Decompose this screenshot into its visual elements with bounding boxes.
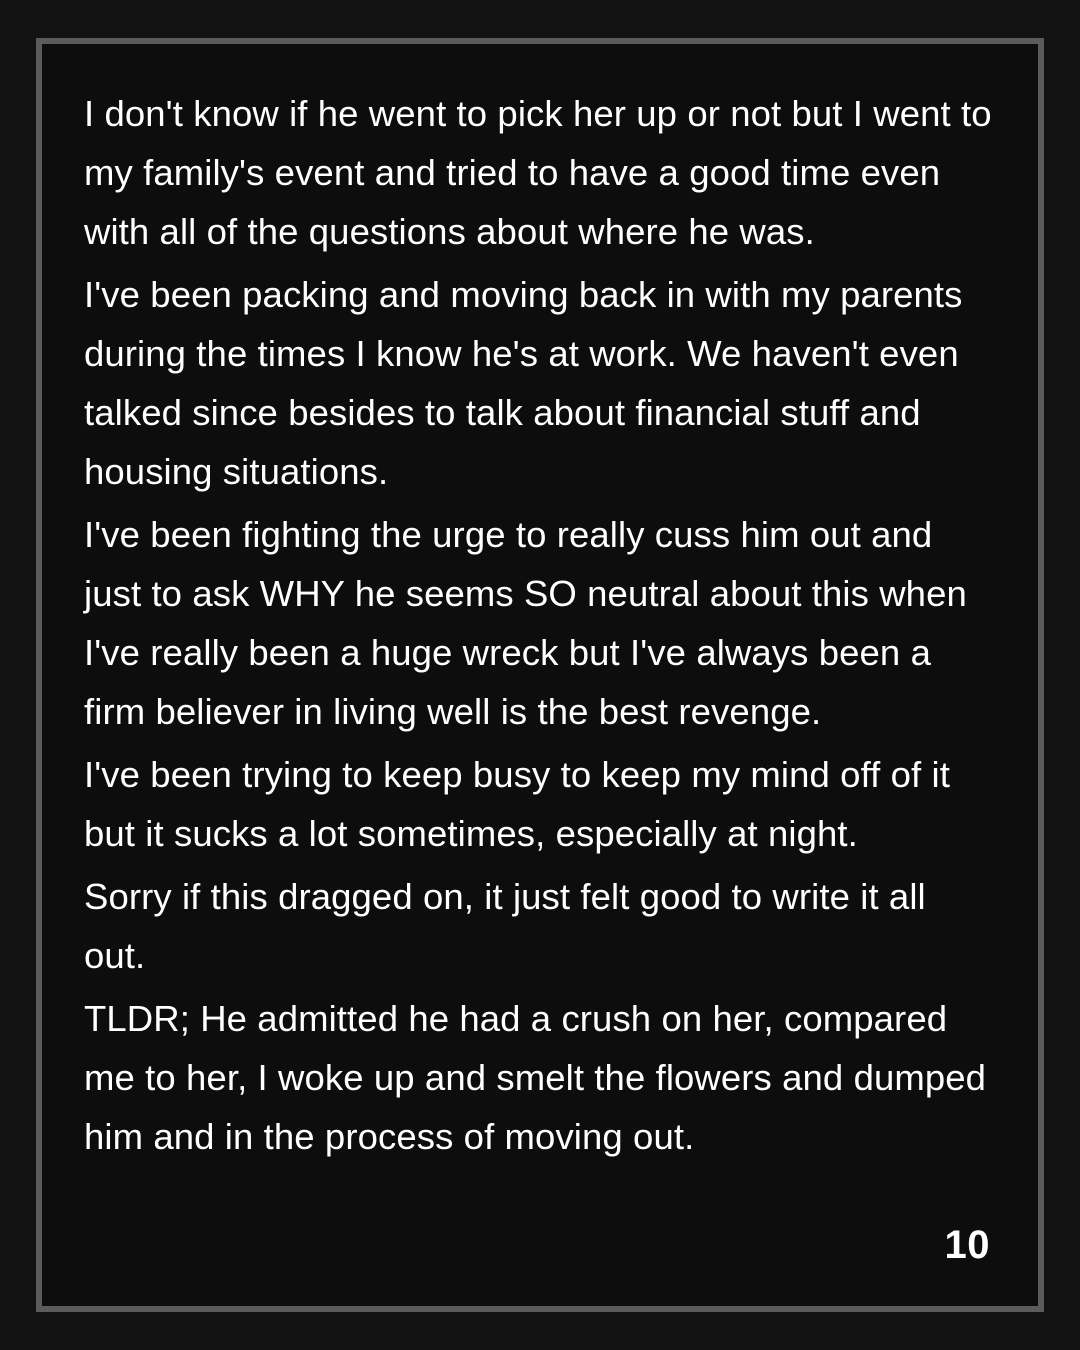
paragraph: Sorry if this dragged on, it just felt good to write it all out. <box>84 876 926 976</box>
card-footer <box>84 1223 996 1276</box>
paragraph: I don't know if he went to pick her up or not but I went to my family's event and tried to have a good time even with all of the questions about where he was. <box>84 93 992 252</box>
paragraph: TLDR; He admitted he had a crush on her, compared me to her, I woke up and smelt the flowers and dumped him and in the process of moving out. <box>84 998 987 1157</box>
paragraph: I've been trying to keep busy to keep my mind off of it but it sucks a lot sometimes, especially at night. <box>84 754 950 854</box>
paragraph: I've been fighting the urge to really cuss him out and just to ask WHY he seems SO neutral about this when I've really been a huge wreck but I've always been a firm believer in living well is the best revenge. <box>84 514 967 732</box>
paragraph: I've been packing and moving back in with my parents during the times I know he's at work. We haven't even talked since besides to talk about financial stuff and housing situations. <box>84 274 963 492</box>
page-number: 10 <box>944 1223 990 1267</box>
story-text-block <box>84 84 996 1223</box>
story-card <box>36 38 1044 1312</box>
